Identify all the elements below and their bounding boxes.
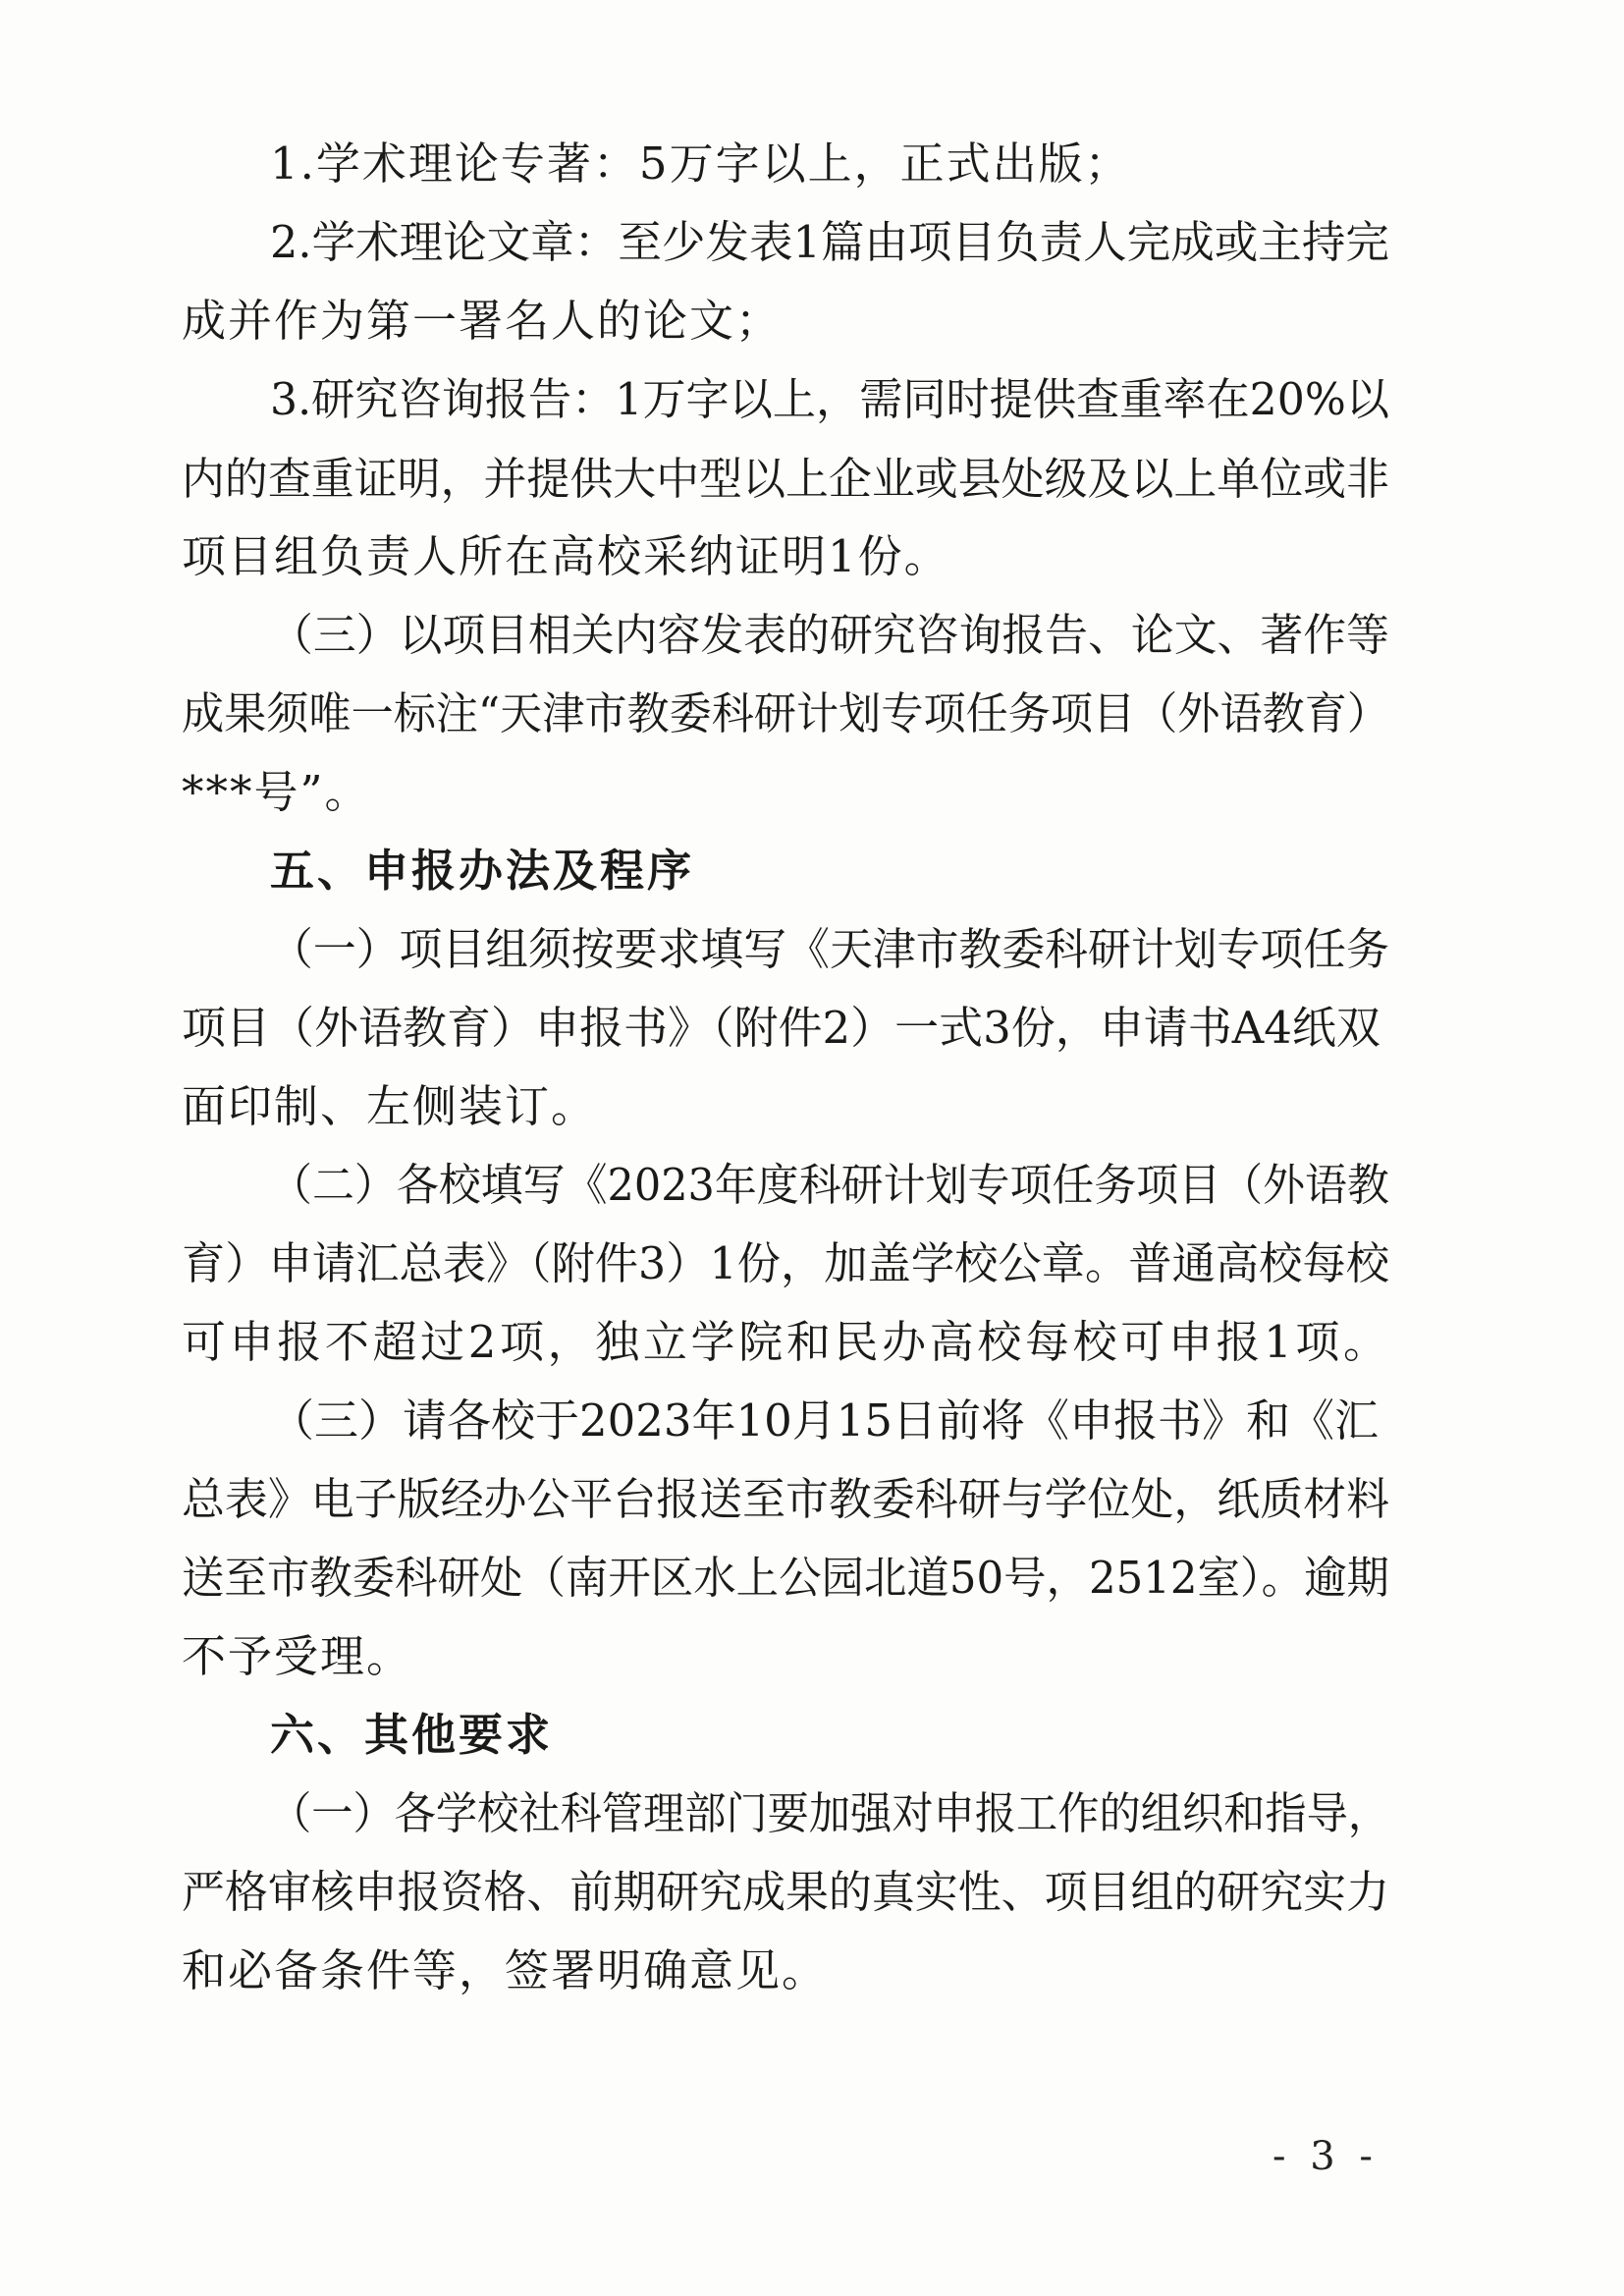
line-text: 面印制、左侧装订。	[182, 1080, 598, 1132]
paragraph-line	[0, 1858, 1624, 1927]
line-text: 送至市教委科研处（南开区水上公园北道50号，2512室）。逾期	[182, 1552, 1389, 1604]
line-text: 总表》电子版经办公平台报送至市教委科研与学位处，纸质材料	[182, 1473, 1390, 1525]
line-text: （三）以项目相关内容发表的研究咨询报告、论文、著作等	[270, 609, 1389, 661]
paragraph-line	[0, 208, 1624, 277]
paragraph-line	[0, 601, 1624, 670]
paragraph-line	[0, 1622, 1624, 1691]
heading-text: 五、申报办法及程序	[270, 845, 695, 897]
line-text: （三）请各校于2023年10月15日前将《申报书》和《汇	[270, 1394, 1380, 1447]
line-text: （二）各校填写《2023年度科研计划专项任务项目（外语教	[270, 1159, 1389, 1211]
line-text: 不予受理。	[182, 1630, 413, 1682]
section-heading	[0, 1701, 1624, 1770]
paragraph-line	[0, 1151, 1624, 1220]
line-text: 严格审核申报资格、前期研究成果的真实性、项目组的研究实力	[182, 1866, 1390, 1918]
paragraph-line	[0, 522, 1624, 591]
line-text: 成并作为第一署名人的论文；	[182, 295, 783, 347]
paragraph-line	[0, 1544, 1624, 1613]
line-text: 1.学术理论专著：5万字以上，正式出版；	[270, 137, 1131, 190]
line-text: 项目（外语教育）申报书》（附件2）一式3份，申请书A4纸双	[182, 1002, 1380, 1054]
line-text: 和必备条件等，签署明确意见。	[182, 1944, 829, 1996]
line-text: 3.研究咨询报告：1万字以上，需同时提供查重率在20%以	[270, 373, 1389, 425]
line-text: （一）项目组须按要求填写《天津市教委科研计划专项任务	[270, 923, 1389, 975]
paragraph-line	[0, 1072, 1624, 1141]
line-text: 内的查重证明，并提供大中型以上企业或县处级及以上单位或非	[182, 453, 1390, 505]
heading-text: 六、其他要求	[270, 1709, 554, 1761]
paragraph-line	[0, 758, 1624, 827]
paragraph-line	[0, 915, 1624, 984]
line-text: 育）申请汇总表》（附件3）1份，加盖学校公章。普通高校每校	[182, 1237, 1390, 1289]
paragraph-line	[0, 445, 1624, 514]
paragraph-line	[0, 287, 1624, 355]
line-text: 成果须唯一标注“天津市教委科研计划专项任务项目（外语教育）	[182, 687, 1390, 739]
paragraph-line	[0, 1779, 1624, 1848]
section-heading	[0, 837, 1624, 905]
paragraph-line	[0, 1308, 1624, 1377]
paragraph-line	[0, 130, 1624, 198]
paragraph-line	[0, 1387, 1624, 1455]
paragraph-line	[0, 994, 1624, 1063]
paragraph-line	[0, 365, 1624, 434]
line-text: （一）各学校社科管理部门要加强对申报工作的组织和指导，	[270, 1787, 1390, 1839]
page-number: - 3 -	[1272, 2134, 1379, 2179]
paragraph-line	[0, 1937, 1624, 2005]
line-text: 2.学术理论文章：至少发表1篇由项目负责人完成或主持完	[270, 216, 1389, 268]
paragraph-line	[0, 1230, 1624, 1298]
line-text: 可申报不超过2项，独立学院和民办高校每校可申报1项。	[182, 1316, 1391, 1368]
line-text: 项目组负责人所在高校采纳证明1份。	[182, 530, 950, 582]
paragraph-line	[0, 680, 1624, 748]
line-text: ***号”。	[182, 766, 371, 818]
paragraph-line	[0, 1465, 1624, 1534]
